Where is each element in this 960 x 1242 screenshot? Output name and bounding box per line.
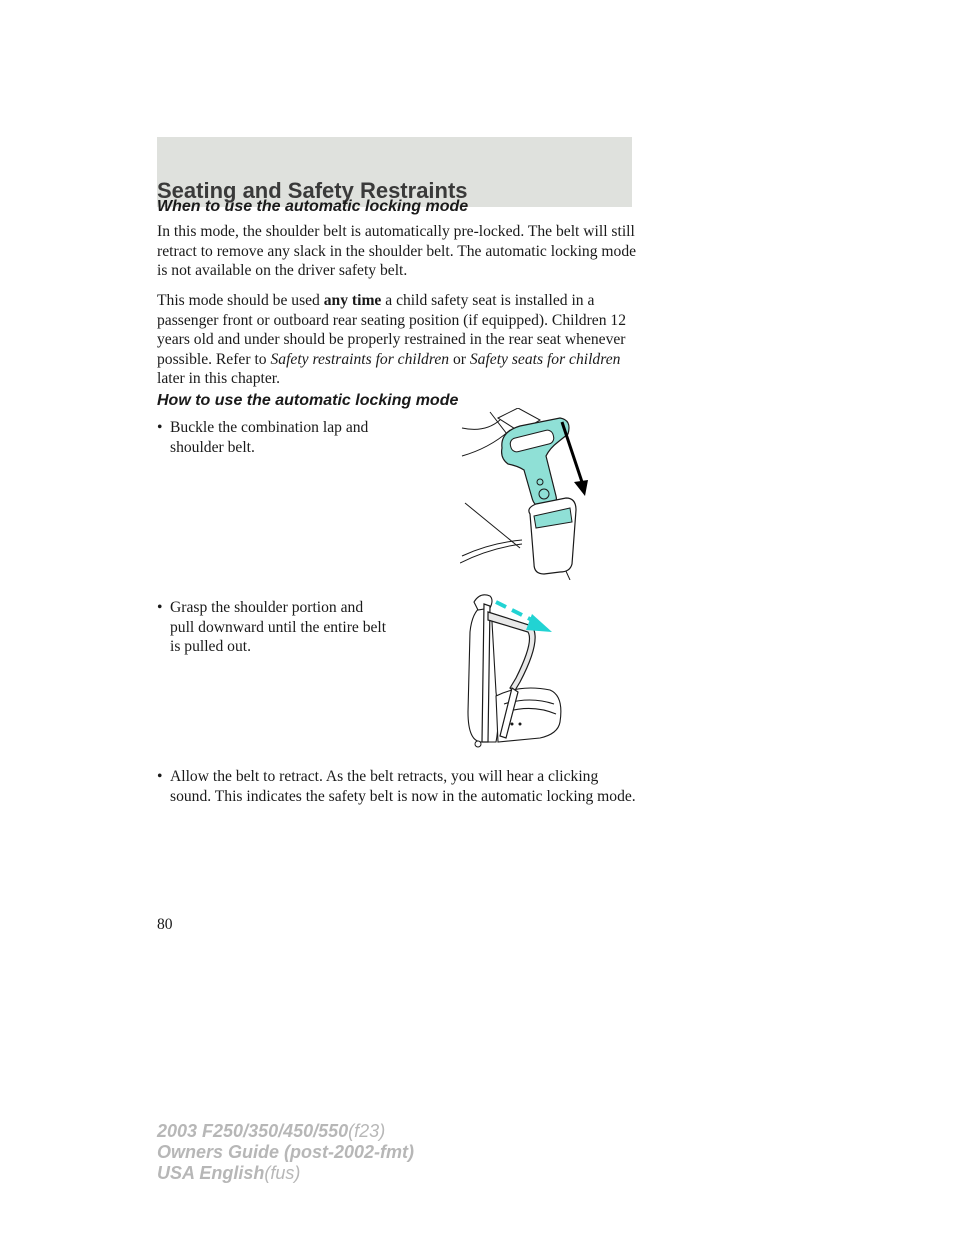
document-footer — [157, 1121, 414, 1184]
latch-tongue-shape — [502, 418, 569, 508]
section-title: Seating and Safety Restraints — [157, 178, 468, 203]
reference-safety-restraints-children: Safety restraints for children — [270, 350, 450, 368]
paragraph-auto-locking-description: In this mode, the shoulder belt is automatically pre-locked. The belt will still retract to remove any slack in the shoulder belt. The automatic locking mode is not available on the driver safety belt. — [157, 223, 637, 279]
footer-line-guide: Owners Guide (post-2002-fmt) — [157, 1142, 415, 1162]
step-buckle-belt: • Buckle the combination lap and shoulder belt. — [157, 419, 369, 456]
bullet-marker: • — [157, 599, 163, 616]
subheading-how-to-use: How to use the automatic locking mode — [157, 392, 459, 409]
footer-line-model: 2003 F250/350/450/550(f23) — [157, 1121, 386, 1141]
reference-safety-seats-children: Safety seats for children — [469, 350, 621, 368]
footer-line-language: USA English(fus) — [157, 1163, 301, 1183]
step-pull-shoulder-belt: • Grasp the shoulder portion and pull downward until the entire belt is pulled out. — [157, 599, 387, 655]
buckle-illustration — [460, 408, 600, 580]
bullet-marker: • — [157, 768, 163, 785]
paragraph-when-to-use: This mode should be used any time a child safety seat is installed in a passenger front or outboard rear seating position (if equipped). Children 12 years old and under should be properly restrained in the rear seat whenever possible. Refer to Safety restraints for children or Safety seats for children later in this chapter. — [157, 292, 626, 387]
bullet-marker: • — [157, 419, 163, 436]
emphasis-any-time: any time — [323, 292, 382, 309]
seat-belt-pull-illustration — [460, 592, 570, 760]
subheading-when-to-use: When to use the automatic locking mode — [157, 198, 469, 215]
step-allow-retract: • Allow the belt to retract. As the belt retracts, you will hear a clicking sound. This indicates the safety belt is now in the automatic locking mode. — [157, 768, 636, 805]
page-number: 80 — [157, 916, 173, 933]
